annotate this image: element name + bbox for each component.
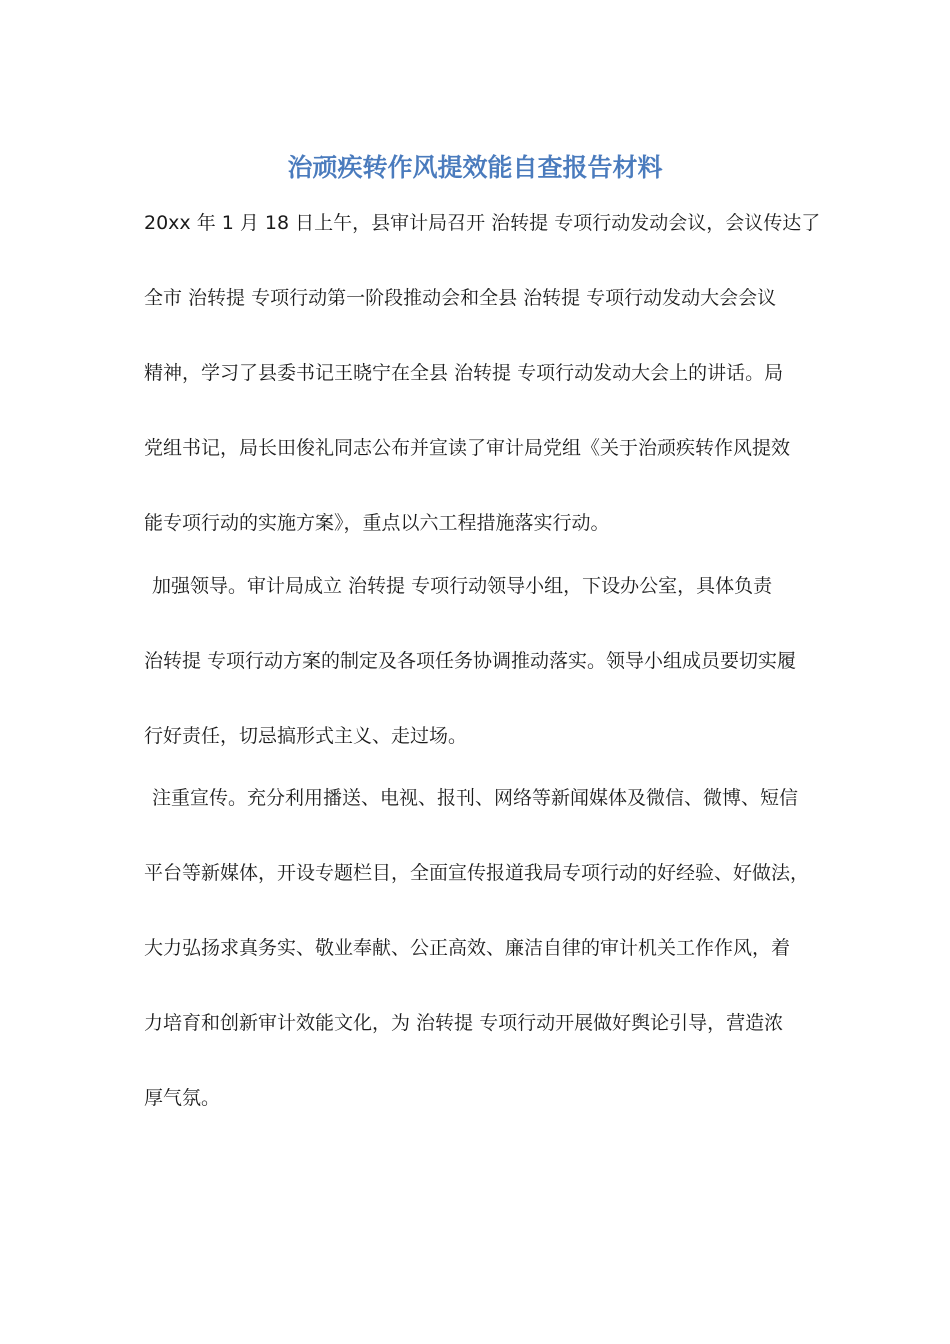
paragraph-line: 厚气氛。 [144,1087,221,1109]
paragraph-line: 治转提 专项行动方案的制定及各项任务协调推动落实。领导小组成员要切实履 [144,650,797,672]
paragraph-line: 行好责任，切忌搞形式主义、走过场。 [144,725,468,747]
paragraph-line: 党组书记，局长田俊礼同志公布并宣读了审计局党组《关于治顽疾转作风提效 [144,437,791,459]
document-title: 治顽疾转作风提效能自查报告材料 [287,153,663,182]
paragraph-line: 平台等新媒体，开设专题栏目，全面宣传报道我局专项行动的好经验、好做法， [144,862,810,884]
paragraph-line: 20xx 年 1 月 18 日上午，县审计局召开 治转提 专项行动发动会议，会议传达了 [144,212,821,234]
paragraph-line: 加强领导。审计局成立 治转提 专项行动领导小组，下设办公室，具体负责 [152,575,773,597]
paragraph-line: 注重宣传。充分利用播送、电视、报刊、网络等新闻媒体及微信、微博、短信 [152,787,799,809]
paragraph-line: 精神，学习了县委书记王晓宁在全县 治转提 专项行动发动大会上的讲话。局 [144,362,784,384]
paragraph-line: 全市 治转提 专项行动第一阶段推动会和全县 治转提 专项行动发动大会会议 [144,287,777,309]
paragraph-line: 力培育和创新审计效能文化，为 治转提 专项行动开展做好舆论引导，营造浓 [144,1012,784,1034]
paragraph-line: 能专项行动的实施方案》，重点以六工程措施落实行动。 [144,512,610,534]
paragraph-line: 大力弘扬求真务实、敬业奉献、公正高效、廉洁自律的审计机关工作作风，着 [144,937,791,959]
